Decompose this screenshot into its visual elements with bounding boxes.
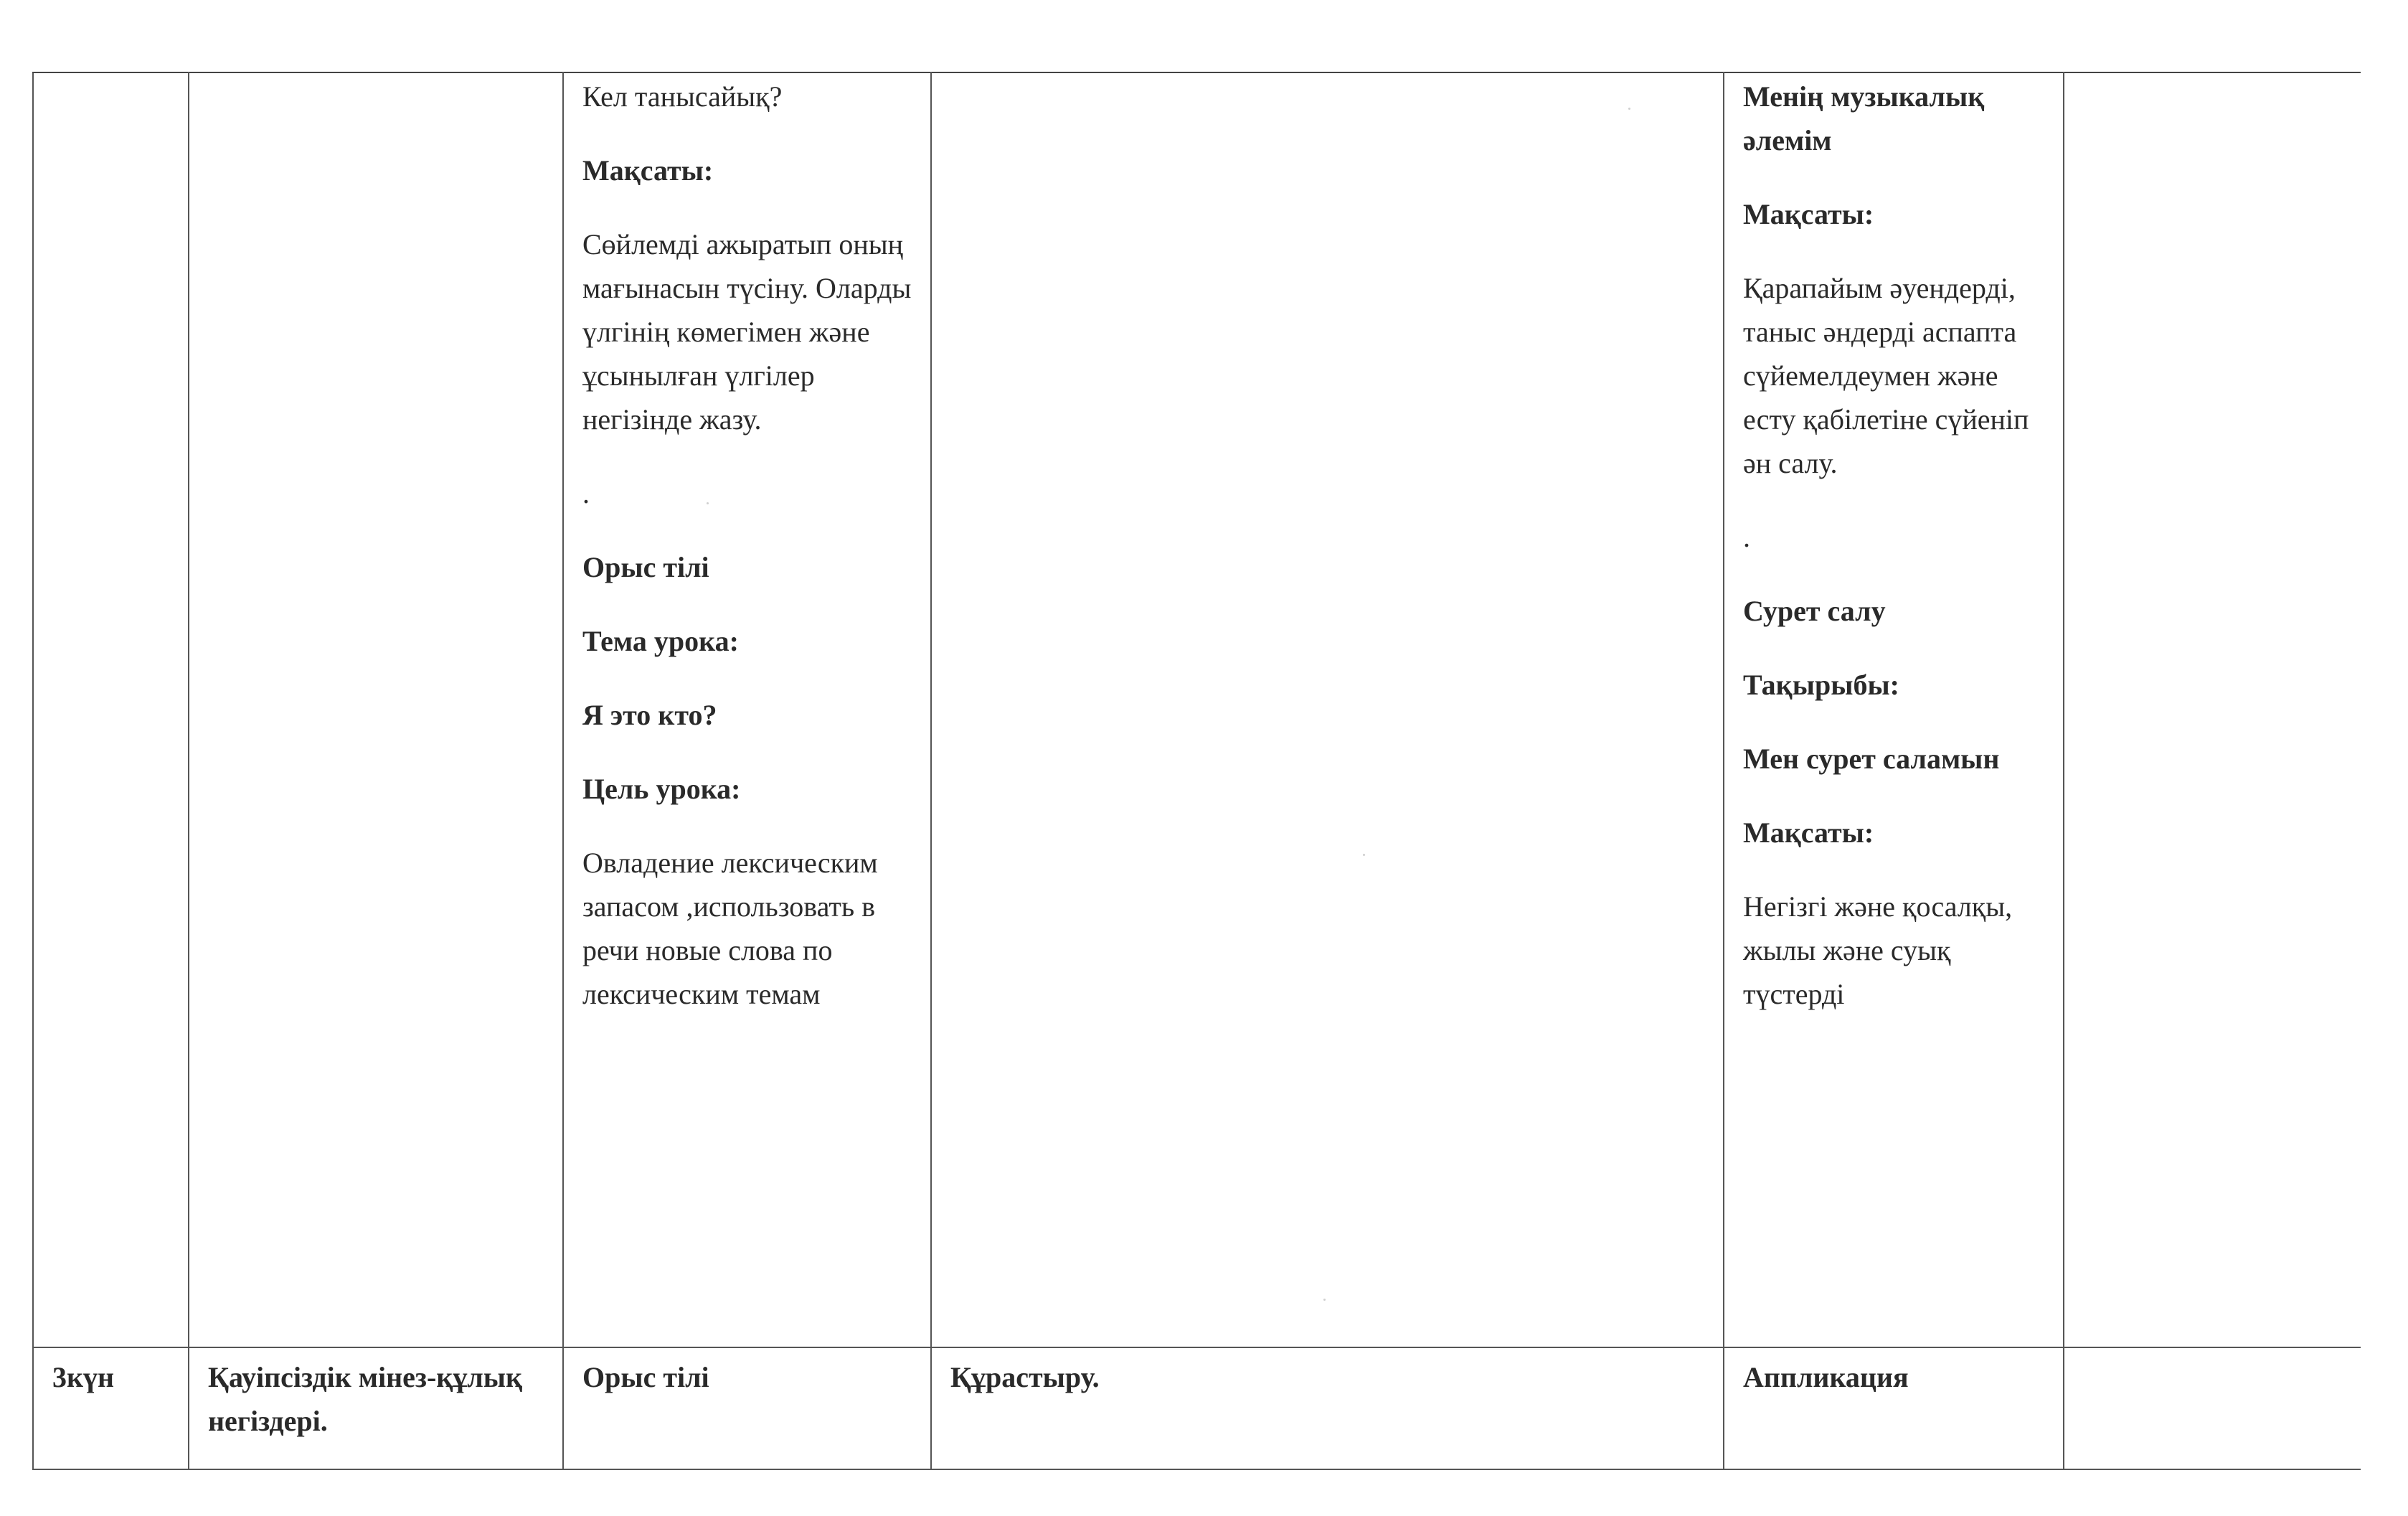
- goal-text: Негізгі және қосалқы, жылы және суық түстерді: [1743, 890, 2013, 1010]
- goal-text: Қарапайым әуендерді, таныс әндерді аспапта сүйемелдеумен және есту қабілетіне сүйеніп ән салу.: [1743, 272, 2029, 479]
- subject-title: Сурет салу: [1743, 595, 1886, 627]
- goal-text: Овладение лексическим запасом ,использовать в речи новые слова по лексическим темам: [582, 847, 878, 1010]
- topic-text: Я это кто?: [582, 699, 717, 731]
- topic-heading: Тақырыбы:: [1743, 669, 1899, 701]
- language-lessons-cell: [563, 72, 931, 1347]
- construction-cell: Құрастыру.: [931, 1347, 1724, 1469]
- goal-heading: Цель урока:: [582, 773, 741, 805]
- lesson-title: Менің музыкалық әлемім: [1743, 80, 1985, 156]
- topic-heading: Тема урока:: [582, 625, 739, 657]
- lesson-title: Кел танысайық?: [582, 80, 783, 113]
- language-lessons-cell: Орыс тілі: [563, 1347, 931, 1469]
- activity-cell: Қауіпсіздік мінез-құлық негіздері.: [189, 1347, 563, 1469]
- goal-heading: Мақсаты:: [1743, 198, 1874, 230]
- day-cell: 3күн: [33, 1347, 189, 1469]
- table-row: [33, 1347, 2361, 1469]
- arts-lessons-cell: Аппликация: [1724, 1347, 2064, 1469]
- empty-cell: [2064, 1347, 2361, 1469]
- subject-title: Орыс тілі: [582, 551, 709, 583]
- activity-cell: [189, 72, 563, 1347]
- separator-dot: .: [1743, 521, 1750, 553]
- goal-heading: Мақсаты:: [582, 154, 714, 187]
- goal-text: Сөйлемді ажыратып оның мағынасын түсіну. Оларды үлгінің көмегімен және ұсынылған үлгілер негізінде жазу.: [582, 228, 912, 436]
- topic-text: Мен сурет саламын: [1743, 743, 2000, 775]
- arts-lessons-cell: [1724, 72, 2064, 1347]
- goal-heading: Мақсаты:: [1743, 816, 1874, 849]
- separator-dot: .: [582, 477, 590, 509]
- table-row: [33, 72, 2361, 1347]
- empty-cell: [2064, 72, 2361, 1347]
- empty-cell: [931, 72, 1724, 1347]
- lesson-plan-table: [32, 72, 2361, 1470]
- day-cell: [33, 72, 189, 1347]
